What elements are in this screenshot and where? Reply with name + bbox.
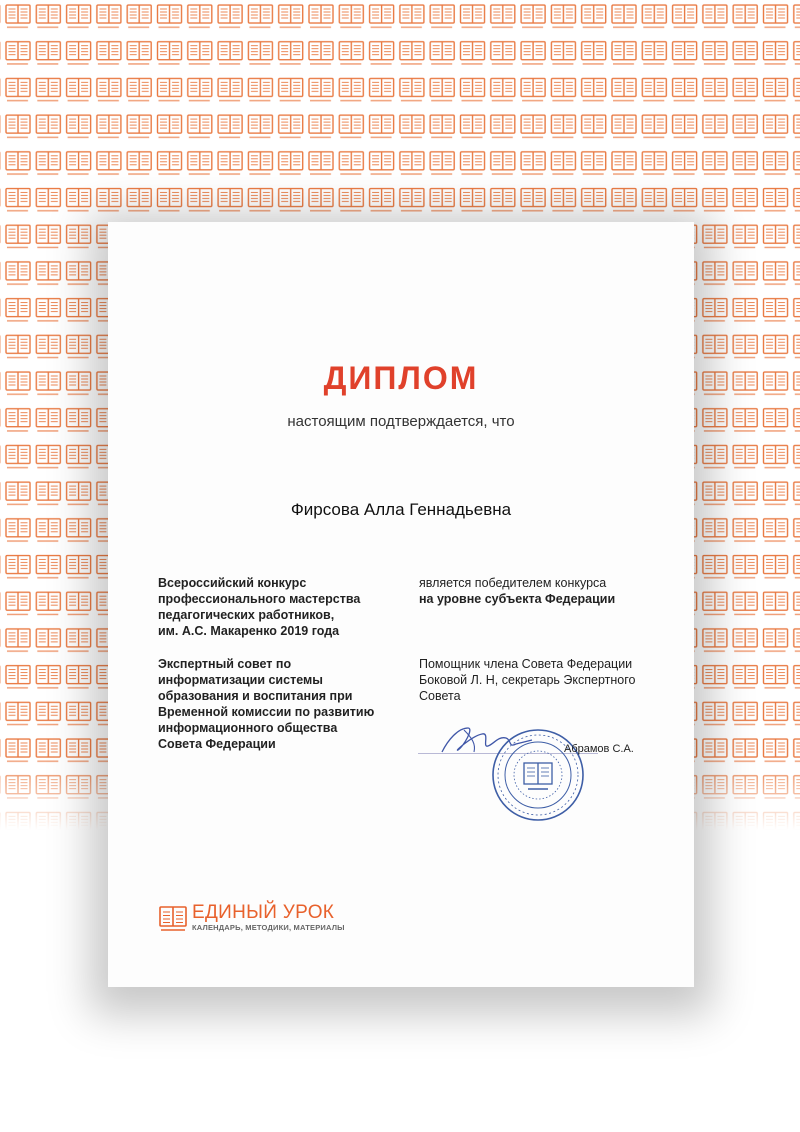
contest-line: профессионального мастерства [158, 592, 361, 606]
diploma-title: ДИПЛОМ [323, 360, 479, 396]
contest-line: Всероссийский конкурс [158, 576, 307, 590]
council-line: Совета Федерации [158, 737, 276, 751]
contest-name [158, 575, 398, 639]
diploma-subtitle: настоящим подтверждается, что [287, 413, 515, 430]
signatory-line: Помощник члена Совета Федерации [419, 657, 633, 671]
logo-name: ЕДИНЫЙ УРОК [192, 902, 335, 923]
council-line: Экспертный совет по [158, 657, 292, 671]
contest-line: педагогических работников, [158, 608, 335, 622]
winner-level: на уровне субъекта Федерации [419, 592, 616, 606]
book-icon [159, 906, 187, 932]
contest-line: им. А.С. Макаренко 2019 года [158, 624, 340, 638]
signatory-line: Совета [419, 689, 461, 703]
winner-statement [419, 575, 669, 607]
council-line: информатизации системы [158, 673, 323, 687]
council-name [158, 656, 408, 752]
council-line: информационного общества [158, 721, 338, 735]
stamp-seal [490, 727, 586, 823]
signatory-position [419, 656, 669, 704]
diploma-sheet [108, 222, 694, 987]
logo-tagline: КАЛЕНДАРЬ, МЕТОДИКИ, МАТЕРИАЛЫ [192, 923, 345, 932]
winner-line: является победителем конкурса [419, 576, 607, 590]
recipient-name: Фирсова Алла Геннадьевна [290, 500, 512, 519]
council-line: образования и воспитания при [158, 689, 353, 703]
council-line: Временной комиссии по развитию [158, 705, 375, 719]
signatory-line: Боковой Л. Н, секретарь Экспертного [419, 673, 636, 687]
signer-name: Абрамов С.А. [564, 743, 634, 755]
